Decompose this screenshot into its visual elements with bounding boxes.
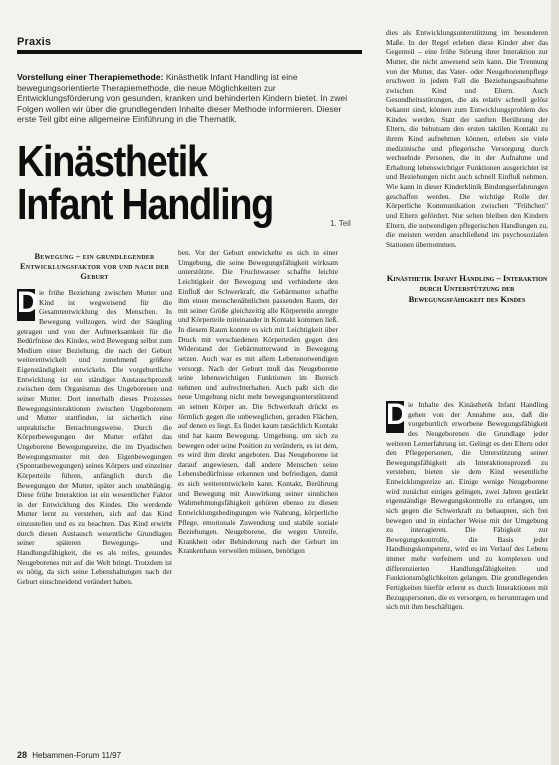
- column-2: [178, 248, 338, 746]
- intro-body: Kinästhetik Infant Handling ist eine bewegungsorientierte Therapiemethode, die neue Möglichkeiten zur Entwicklungsförderung von gesunden, kranken und behinderten Kindern bietet. In zwei Folgen wollen wir über die grundlegenden Inhalte dieser Methode informieren. Dieser erste Teil gibt eine allgemeine Einführung in die Thematik.: [17, 72, 348, 125]
- page-edge: [551, 0, 559, 765]
- column-1-text: ie frühe Beziehung zwischen Mutter und Kind ist wegweisend für die Gesamtentwicklung des Menschen. In Bewegung vollzogen, wird der Säugling getragen und von der Aufmerksamkeit für die Bedürfnisse des Kindes, wird Bewegung selbst zum Medium einer Beziehung, die nach der Geburt weiterentwickelt und zunehmend größere Eigenständigkeit entwickeln. Die vorgeburtliche Entwicklung ist ein ständiger Austauschprozeß zwischen dem Organismus des Ungeborenen und seiner Mutter. Dort innerhalb dieses Prozesses Bewegungsinteraktionen zwischen Ungeborenem und Mutter stattfinden, ist sicherlich eine unpraktische Betrachtungsweise. Durch die Körperbewegungen der Mutter erfährt das Ungeborene Bewegungsreize, die im Dyadischen Bewegungsmuster mit den Eigenbewegungen (Spontanbewegungen) seines Körpers und einzelner Körperteile führen, anfänglich durch die Bewegungen der Mutter, später auch unabhängig. Diese frühe Interaktion ist ein wesentlicher Faktor in der Entwicklung des Kindes. Die werdende Mutter lernt zu verstehen, sich auf das Kind einzustellen und es zu beachten. Das Kind erwirbt durch diesen Austausch wesentliche Grundlagen seiner späteren Bewegungs- und Handlungsfähigkeit, die es als reifes, gesundes Neugeborenes mit auf die Welt bringt. Trotzdem ist es nötig, da sich seine Lebenshaltungen nach der Geburt einschneidend verändert haben.: [17, 288, 172, 586]
- page-number: 28: [17, 750, 28, 760]
- title-line-2: Infant Handling: [17, 180, 274, 229]
- column-2-text: ben. Vor der Geburt entwickelte es sich in einer Umgebung, die seine Bewegungsfähigkeit wirksam unterstützte. Die Fruchtwasser schaffte leichte Leichtigkeit der Bewegung und verhinderte den Einfluß der Schwerkraft, die Gebärmutter schaffte ihm einen menschenähnlichen passenden Raum, der mit seiner Größe gleichzeitig alle Körperteile anregte und Körperteile miteinander in Kontakt kommen ließ. In diesem Raum konnte es sich mit Leichtigkeit über Druck mit verschiedenen Körperteilen gegen den Widerstand der Gebärmutterwand in Bewegung setzen. Auch war es mit allem Lebensnotwendigen versorgt. Nach der Geburt muß das Neugeborene seine lebenswichtigen Funktionen im Bereich nehmen und aufrechterhalten. Auch paßt sich die neue Umgebung nicht mehr bewegungsunterstützend an seinen Körper an. Die Schwerkraft drückt es förmlich gegen die unbeweglichen, geraden Flächen, auf denen es liegt. Es findet kaum tatsächlich Kontakt und hat kaum Bewegung. Umgebung, um sich zu bewegen oder seine Position zu verändern, es ist dem, es wird ihm direkt angeboten. Das Neugeborene ist darauf angewiesen, daß andere Menschen seine Lebensbedürfnisse erkennen und befriedigen, damit es sich weiterentwickeln kann. Kontakt, Berührung und Bewegung mit Auswirkung seiner sinnlichen Wahrnehmungsfähigkeit gehören ebenso zu diesen Entwicklungsbedingungen wie Nahrung, körperliche Pflege, emotionale Zuwendung und stabile soziale Beziehungen. Neugeborene, die wegen Unreife, Krankheit oder Behinderung nach der Geburt im Krankenhaus verweilen müssen, benötigen: [178, 248, 338, 556]
- subhead-interaktion: Kinästhetik Infant Handling – Interaktion durch Unterstützung der Bewegungsfähigkeit des Kindes: [386, 273, 548, 304]
- intro-paragraph: [17, 72, 362, 125]
- publication-name: Hebammen-Forum 11/97: [32, 751, 122, 760]
- subhead-bewegung: Bewegung – ein grundlegender Entwicklungsfaktor vor und nach der Geburt: [20, 252, 169, 281]
- column-3-bottom: [386, 400, 548, 746]
- header-rule: [17, 50, 362, 54]
- page-footer: [17, 750, 121, 760]
- part-label: 1. Teil: [330, 219, 351, 228]
- dropcap: D: [17, 286, 39, 319]
- column-1-body: [17, 288, 172, 586]
- column-3b-body: [386, 400, 548, 612]
- section-label: Praxis: [17, 36, 52, 48]
- dropcap-2: D: [386, 400, 408, 431]
- title-line-1: Kinästhetik: [17, 137, 207, 186]
- column-1: [17, 248, 172, 746]
- column-3-top: [386, 28, 548, 266]
- intro-lead: Vorstellung einer Therapiemethode:: [17, 72, 164, 82]
- article-title: [17, 137, 292, 229]
- column-3b-text: ie Inhalte des Kinästhetik Infant Handling gehen von der Annahme aus, daß die vorgeburtlich erworbene Bewegungsfähigkeit des Neugeborenen die Grundlage jeder weiteren Lernerfahrung ist. Gelingt es den Eltern oder den Pflegepersonen, die Unterstützung seiner Bewegungsfähigkeit als Interaktionsprozeß zu verstehen, bieten sie dem Kind wesentliche Entwicklungsreize an. Einige wenige Neugeborene wird zunächst einiges gelingen, zwei Jahren gestärkt eigenständige Bewegungskontrolle zu erlangen, um sich gegen die Schwerkraft zu behaupten, sich frei bewegen und in einfacher Weise mit der Umgebung zu interagieren. Die Fähigkeit zur Bewegungskontrolle, die Basis jeder Handlungskompetenz, wird es im Verlauf des Lebens immer mehr verfeinern und zu komplexen und differenzierten Handlungsfähigkeiten und Funktionsmöglichkeiten gelangen. Die grundlegenden Fertigkeiten hierfür erlernt es durch Interaktionen mit Bezugspersonen, die es versorgen, es herumtragen und sich mit ihm beschäftigen.: [386, 400, 548, 612]
- column-3-text: dies als Entwicklungsunterstützung im besonderen Maße. In der Regel erleben diese Kinder aber das Gegenteil – eine frühe Störung ihrer Interaktion zur Mutter, die nicht anwesend sein kann. Die Trennung von der Mutter, das Vater- oder Neugeborenenpflege erschwert in jedem Fall die Beziehungsaufnahme zwischen Kind und Eltern. Auch Gesundheitsstörungen, die als relativ schnell gelöst bekannt sind, können zum Entwicklungsproblem des Kindes werden. Statt der sanften Berührung der Eltern, die behutsam den ersten taktilen Kontakt zu ihrem Kind aufnehmen können, erleben sie viele medizinische und pflegerische Versorgung durch wechselnde Personen, die in der Aufnahme und Erhaltung lebenswichtiger Funktionen ausgerichtet ist und Beziehungen nicht auch schnell Einfluß nehmen. Wie kann in dieser Kinderklinik Bindungserfahrungen geschaffen werden. Die wichtige Rolle der Körperliche Kommunikation zwischen "Frühchen" und Eltern gefördert. Nur selten bleiben den Kindern Eltern, die notwendigen pflegerischen Handlungen zu, die meisten werden anschließend im psychosozialen Stationen übernommen.: [386, 28, 548, 249]
